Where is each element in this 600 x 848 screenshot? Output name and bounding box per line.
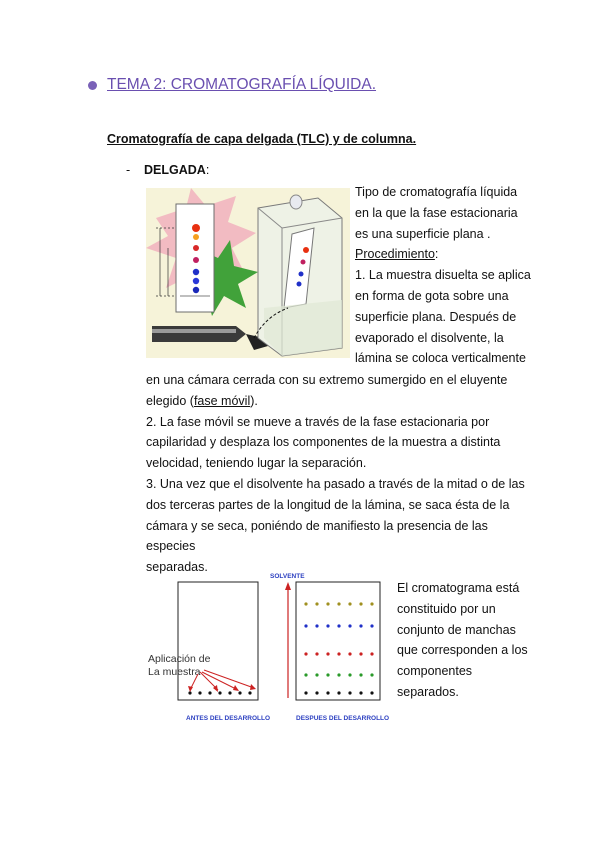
spot-blue bbox=[193, 287, 199, 293]
procedure-paragraph bbox=[146, 370, 536, 578]
spot bbox=[370, 673, 373, 676]
chamber-stopper bbox=[290, 195, 302, 209]
spot bbox=[326, 691, 329, 694]
bullet-icon bbox=[88, 81, 97, 90]
intro-line: lámina se coloca verticalmente bbox=[355, 351, 526, 366]
spot bbox=[370, 652, 373, 655]
section-label: DELGADA bbox=[144, 163, 206, 177]
body-line: 2. La fase móvil se mueve a través de la fase estacionaria por bbox=[146, 414, 490, 429]
procedure-label: Procedimiento bbox=[355, 247, 435, 262]
spot bbox=[218, 691, 221, 694]
spot bbox=[359, 624, 362, 627]
solvent-label: SOLVENTE bbox=[270, 573, 305, 580]
spot bbox=[348, 624, 351, 627]
spot bbox=[315, 652, 318, 655]
spot bbox=[248, 691, 251, 694]
application-label-line1: Aplicación de bbox=[148, 653, 211, 665]
chromatogram-line: que corresponden a los bbox=[397, 643, 528, 658]
solvent-arrow-head bbox=[285, 582, 291, 590]
spot-red bbox=[192, 224, 200, 232]
chamber-spot bbox=[297, 282, 302, 287]
pen-highlight bbox=[152, 329, 236, 333]
spot bbox=[370, 691, 373, 694]
chromatogram-paragraph bbox=[397, 578, 537, 703]
spot bbox=[304, 691, 307, 694]
chromatogram-line: separados. bbox=[397, 684, 459, 699]
body-line: en una cámara cerrada con su extremo sumergido en el eluyente bbox=[146, 373, 508, 387]
chromatogram-line: conjunto de manchas bbox=[397, 622, 516, 637]
application-label-line2: La muestra bbox=[148, 666, 201, 678]
after-caption: DESPUES DEL DESARROLLO bbox=[296, 715, 390, 722]
spot bbox=[337, 602, 340, 605]
spot bbox=[304, 624, 307, 627]
spot bbox=[304, 602, 307, 605]
spot bbox=[315, 673, 318, 676]
body-line: 3. Una vez que el disolvente ha pasado a través de la mitad o de las bbox=[146, 476, 525, 491]
chromatogram-line: componentes bbox=[397, 664, 473, 679]
spot bbox=[198, 691, 201, 694]
intro-line: 1. La muestra disuelta se aplica bbox=[355, 268, 531, 283]
before-caption: ANTES DEL DESARROLLO bbox=[186, 715, 271, 722]
spot bbox=[337, 624, 340, 627]
spot-red bbox=[193, 245, 199, 251]
spot-blue bbox=[193, 269, 199, 275]
pipette-pen bbox=[152, 326, 246, 342]
spot bbox=[359, 602, 362, 605]
spot bbox=[370, 624, 373, 627]
chromatogram-line: constituido por un bbox=[397, 601, 496, 616]
spot-orange bbox=[193, 234, 199, 240]
body-text: elegido ( bbox=[146, 393, 194, 408]
spot bbox=[326, 673, 329, 676]
spot bbox=[359, 673, 362, 676]
spot bbox=[348, 652, 351, 655]
spot bbox=[228, 691, 231, 694]
intro-line: es una superficie plana . bbox=[355, 226, 491, 241]
chromatogram-svg bbox=[146, 566, 392, 728]
intro-line: superficie plana. Después de bbox=[355, 309, 517, 324]
body-line bbox=[146, 391, 536, 412]
intro-line: Tipo de cromatografía líquida bbox=[355, 185, 518, 199]
solvent-level bbox=[264, 300, 342, 356]
spot bbox=[315, 602, 318, 605]
spot bbox=[326, 602, 329, 605]
body-line: separadas. bbox=[146, 560, 208, 575]
spot bbox=[370, 602, 373, 605]
spot bbox=[348, 691, 351, 694]
intro-line: evaporado el disolvente, la bbox=[355, 330, 504, 345]
plate-after bbox=[296, 582, 380, 700]
spot bbox=[359, 691, 362, 694]
spot bbox=[337, 673, 340, 676]
procedure-colon: : bbox=[434, 247, 439, 262]
list-dash: - bbox=[126, 163, 131, 177]
body-line: capilaridad y desplaza los componentes de la muestra a distinta bbox=[146, 435, 501, 450]
body-text: ). bbox=[250, 393, 258, 408]
spot bbox=[337, 652, 340, 655]
spot bbox=[304, 673, 307, 676]
tlc-illustration-svg bbox=[146, 188, 350, 358]
chromatogram-line: El cromatograma está bbox=[397, 581, 520, 595]
section-heading bbox=[88, 76, 376, 94]
intro-line: en forma de gota sobre una bbox=[355, 288, 509, 303]
spot-magenta bbox=[193, 257, 199, 263]
chamber-spot bbox=[301, 260, 306, 265]
spot bbox=[315, 624, 318, 627]
procedure-line bbox=[355, 244, 535, 265]
chamber-spot bbox=[303, 247, 309, 253]
chromatogram-diagram bbox=[146, 566, 392, 728]
heading-title: TEMA 2: CROMATOGRAFÍA LÍQUIDA. bbox=[107, 76, 377, 93]
subheading: Cromatografía de capa delgada (TLC) y de columna. bbox=[107, 132, 417, 146]
spot bbox=[348, 602, 351, 605]
spot bbox=[238, 691, 241, 694]
plate-before bbox=[178, 582, 258, 700]
intro-line: en la que la fase estacionaria bbox=[355, 205, 518, 220]
body-line: dos terceras partes de la longitud de la lámina, se saca ésta de la bbox=[146, 497, 510, 512]
chamber-spot bbox=[299, 272, 304, 277]
fase-movil-link: fase móvil bbox=[193, 393, 251, 408]
tlc-illustration bbox=[146, 188, 350, 358]
spot bbox=[326, 652, 329, 655]
intro-paragraph bbox=[355, 182, 535, 369]
spot bbox=[348, 673, 351, 676]
spot bbox=[208, 691, 211, 694]
body-line: velocidad, teniendo lugar la separación. bbox=[146, 456, 367, 471]
spot bbox=[359, 652, 362, 655]
spot bbox=[315, 691, 318, 694]
spot bbox=[304, 652, 307, 655]
spot bbox=[326, 624, 329, 627]
section-colon: : bbox=[205, 163, 210, 177]
body-line: cámara y se seca, poniéndo de manifiesto la presencia de las especies bbox=[146, 518, 488, 554]
section-label-line bbox=[126, 163, 209, 177]
spot-blue bbox=[193, 278, 199, 284]
spot bbox=[337, 691, 340, 694]
